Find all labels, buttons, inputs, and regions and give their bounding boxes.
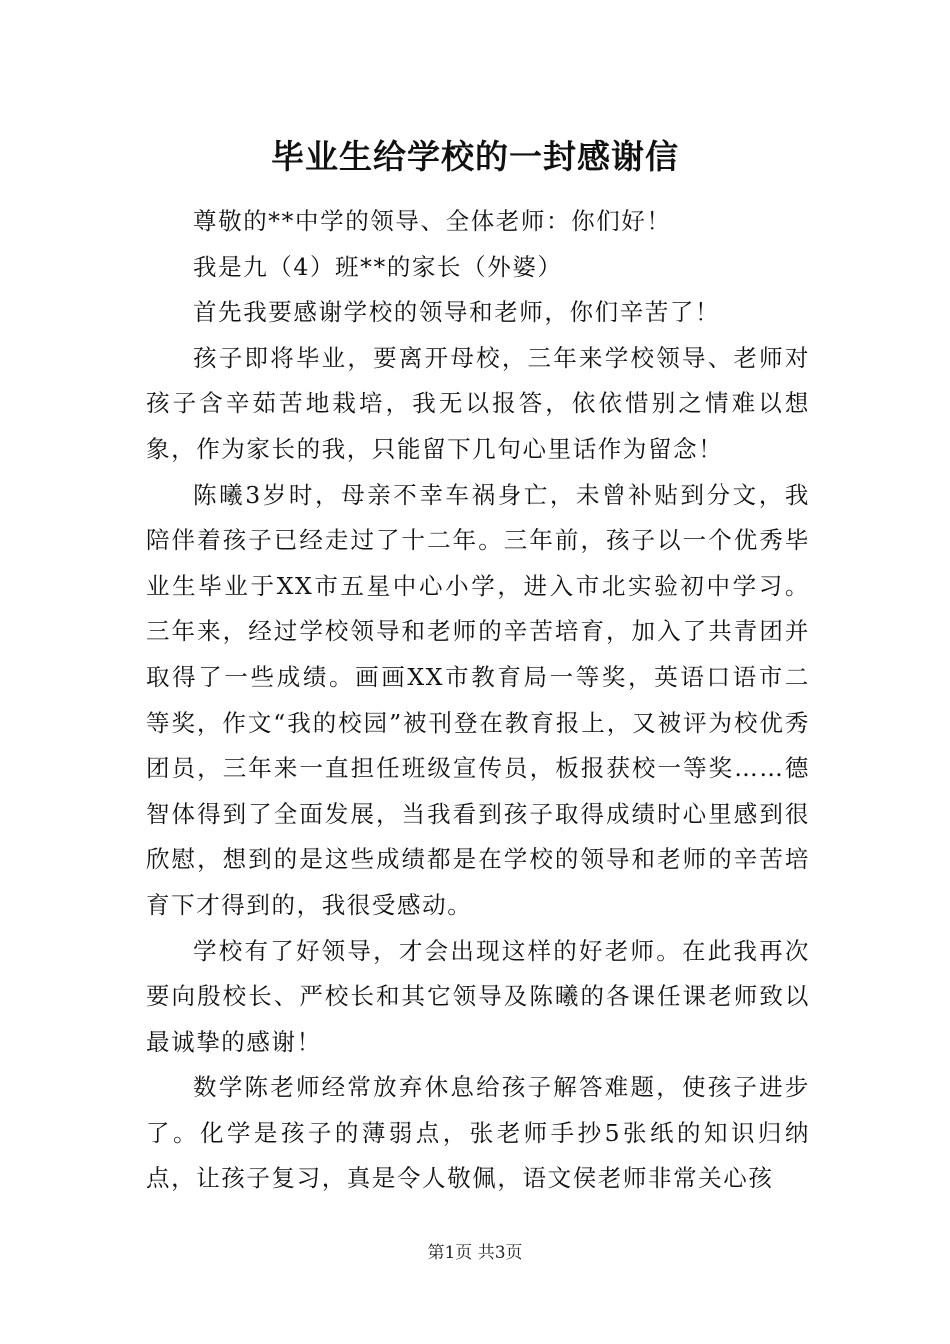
thanks-paragraph: 首先我要感谢学校的领导和老师，你们辛苦了！ bbox=[193, 298, 721, 327]
letter-body bbox=[146, 199, 810, 1202]
page-number-footer: 第1页 共3页 bbox=[427, 1243, 523, 1263]
teachers-paragraph: 数学陈老师经常放弃休息给孩子解答难题，使孩子进步了。化学是孩子的薄弱点，张老师手抄5张纸的知识归纳点，让孩子复习，真是令人敬佩，语文侯老师非常关心孩 bbox=[146, 1073, 810, 1193]
leaders-thanks-paragraph: 学校有了好领导，才会出现这样的好老师。在此我再次要向殷校长、严校长和其它领导及陈曦的各课任课老师致以最诚挚的感谢！ bbox=[146, 936, 810, 1056]
self-introduction-paragraph: 我是九（4）班**的家长（外婆） bbox=[193, 252, 563, 281]
greeting-paragraph: 尊敬的**中学的领导、全体老师：你们好！ bbox=[193, 207, 672, 235]
graduation-paragraph: 孩子即将毕业，要离开母校，三年来学校领导、老师对孩子含辛茹苦地栽培，我无以报答，依依惜别之情难以想象，作为家长的我，只能留下几句心里话作为留念！ bbox=[146, 343, 810, 463]
achievements-paragraph: 陈曦3岁时，母亲不幸车祸身亡，未曾补贴到分文，我陪伴着孩子已经走过了十二年。三年前，孩子以一个优秀毕业生毕业于XX市五星中心小学，进入市北实验初中学习。三年来，经过学校领导和老师的辛苦培育，加入了共青团并取得了一些成绩。画画XX市教育局一等奖，英语口语市二等奖，作文“我的校园”被刊登在教育报上，又被评为校优秀团员，三年来一直担任班级宣传员，板报获校一等奖……德智体得到了全面发展，当我看到孩子取得成绩时心里感到很欣慰，想到的是这些成绩都是在学校的领导和老师的辛苦培育下才得到的，我很受感动。 bbox=[146, 480, 810, 919]
document-title: 毕业生给学校的一封感谢信 bbox=[271, 137, 679, 176]
